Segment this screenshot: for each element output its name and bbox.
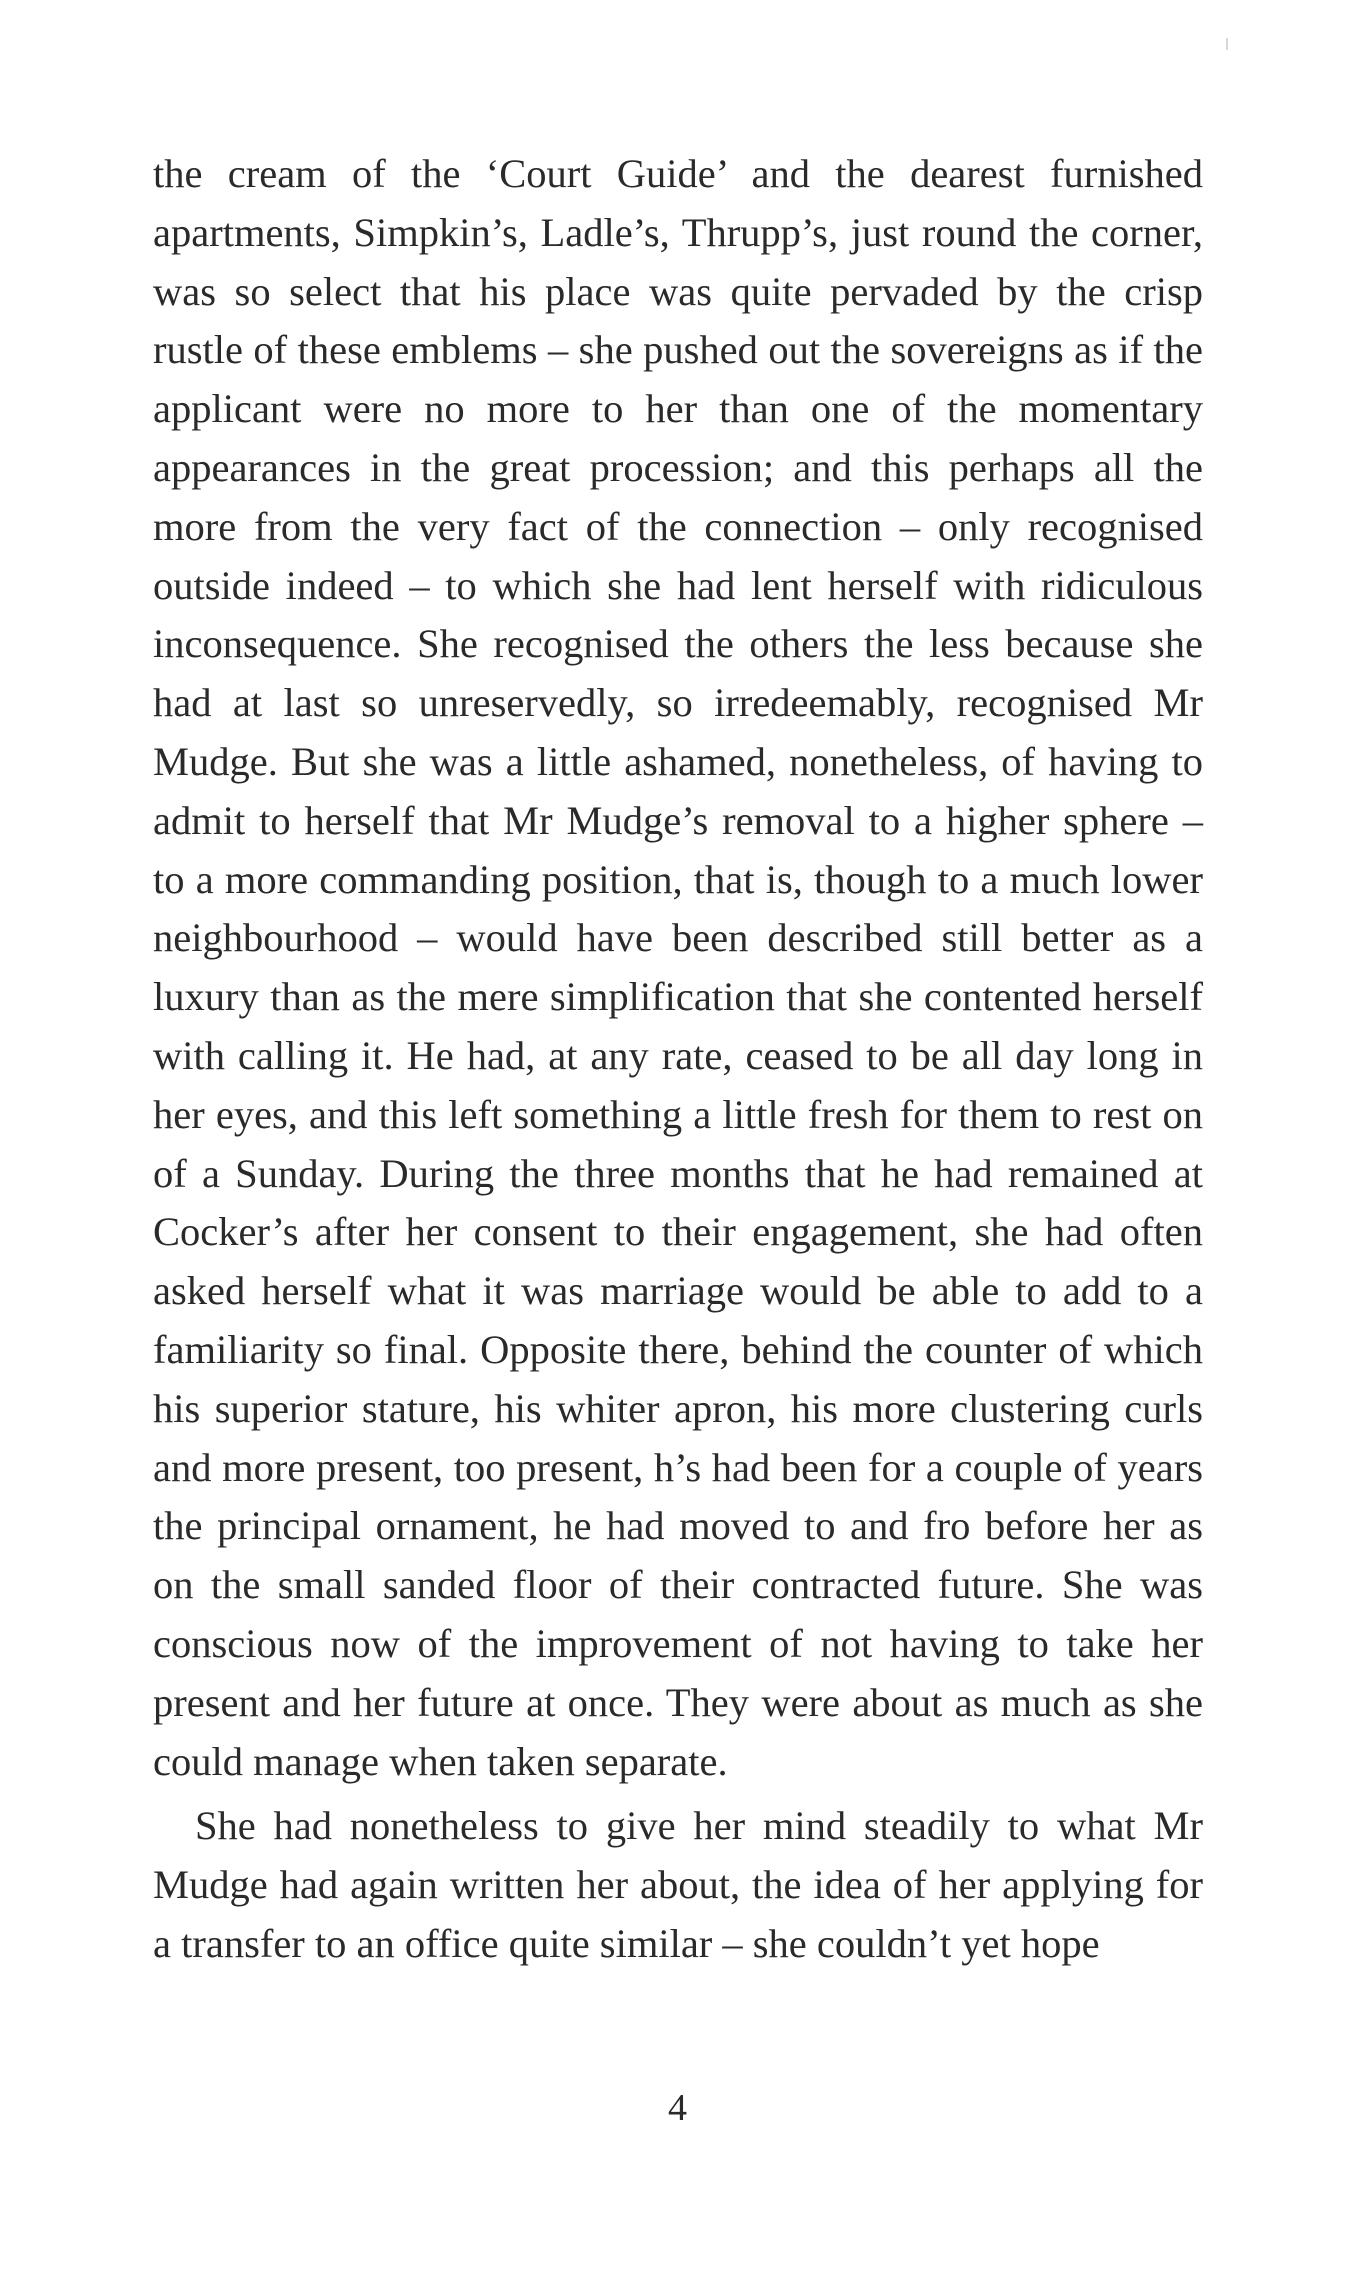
paragraph: the cream of the ‘Court Guide’ and the dearest furnished apartments, Simpkin’s, Ladle’s, Thrupp’s, just round the corner, was so select that his place was quite pervaded by the crisp rustle of these emblems – she pushed out the sovereigns as if the applicant were no more to her than one of the momentary appearances in the great procession; and this perhaps all the more from the very fact of the connection – only recognised outside indeed – to which she had lent herself with ridiculous inconsequence. She recognised the others the less because she had at last so unreservedly, so irredeemably, recognised Mr Mudge. But she was a little ashamed, nonetheless, of having to admit to herself that Mr Mudge’s removal to a higher sphere – to a more commanding position, that is, though to a much lower neighbourhood – would have been described still better as a luxury than as the mere simplification that she contented herself with calling it. He had, at any rate, ceased to be all day long in her eyes, and this left something a little fresh for them to rest on of a Sunday. During the three months that he had remained at Cocker’s after her consent to their engagement, she had often asked herself what it was marriage would be able to add to a familiarity so final. Opposite there, behind the counter of which his superior stature, his whiter apron, his more clustering curls and more present, too present, h’s had been for a couple of years the principal ornament, he had moved to and fro before her as on the small sanded floor of their contracted future. She was conscious now of the improvement of not having to take her present and her future at once. They were about as much as she could manage when taken separate. [153, 151, 1203, 1784]
body-text [153, 145, 1203, 1974]
page-number: 4 [668, 2087, 687, 2129]
paragraph: She had nonetheless to give her mind steadily to what Mr Mudge had again written her about, the idea of her applying for a transfer to an office quite similar – she couldn’t yet hope [153, 1803, 1203, 1966]
paper-speck [1226, 38, 1228, 50]
